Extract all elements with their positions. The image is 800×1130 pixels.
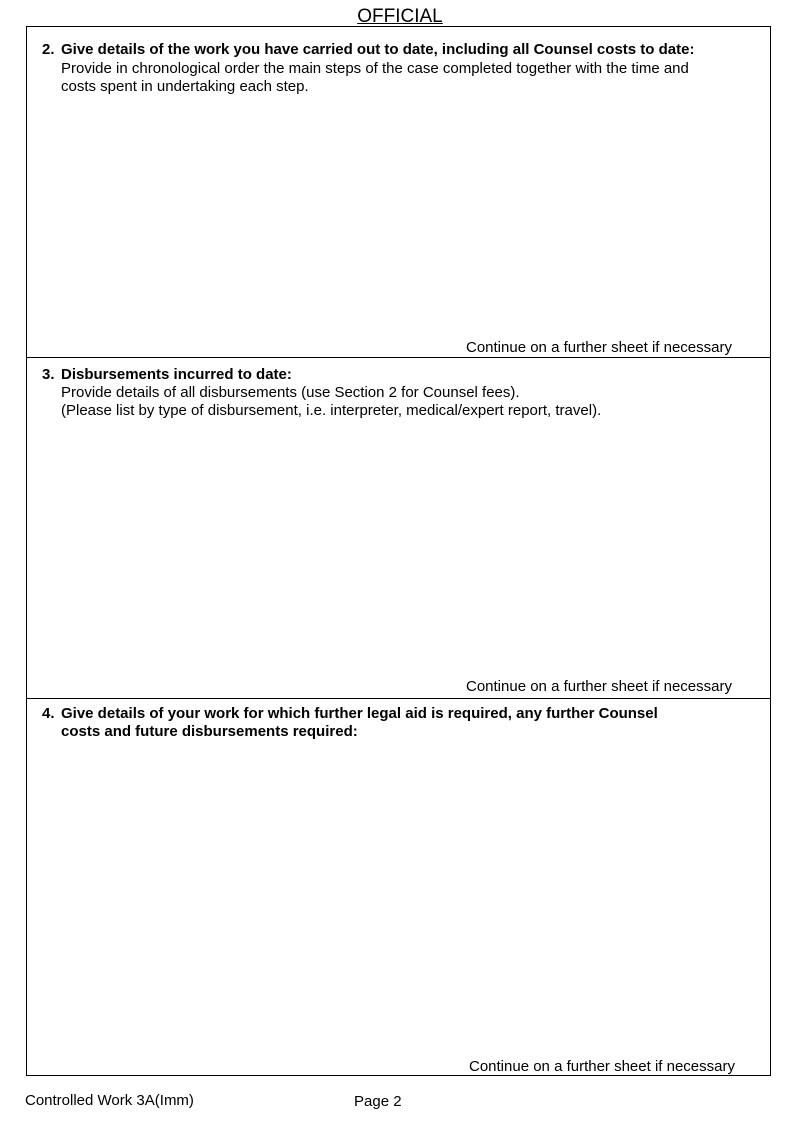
section-3 bbox=[27, 358, 770, 699]
section-2-instruction-line-1: Provide in chronological order the main steps of the case completed together with the time and bbox=[61, 60, 689, 77]
section-3-heading-text: Disbursements incurred to date: bbox=[61, 366, 292, 383]
section-2-continue-note: Continue on a further sheet if necessary bbox=[466, 339, 732, 356]
section-4-answer-area[interactable] bbox=[37, 749, 760, 1039]
section-2-number: 2. bbox=[42, 41, 55, 58]
section-2-instruction-line-2: costs spent in undertaking each step. bbox=[61, 78, 309, 95]
section-2-heading-text: Give details of the work you have carried out to date, including all Counsel costs to date: bbox=[61, 41, 695, 58]
section-3-continue-note: Continue on a further sheet if necessary bbox=[466, 678, 732, 695]
section-3-instruction-line-2: (Please list by type of disbursement, i.e. interpreter, medical/expert report, travel). bbox=[61, 402, 602, 419]
section-3-instructions bbox=[61, 384, 760, 420]
section-4-heading-text-line-1: Give details of your work for which further legal aid is required, any further Counsel bbox=[61, 705, 658, 722]
section-2 bbox=[27, 27, 770, 358]
section-4-heading-text-line-2: costs and future disbursements required: bbox=[61, 723, 358, 740]
form-box bbox=[26, 26, 771, 1076]
section-2-heading bbox=[42, 41, 760, 59]
section-3-heading bbox=[42, 366, 760, 384]
section-2-instructions bbox=[61, 60, 760, 96]
section-4-continue-note: Continue on a further sheet if necessary bbox=[469, 1058, 735, 1075]
section-4 bbox=[27, 699, 770, 1076]
section-2-answer-area[interactable] bbox=[37, 101, 760, 331]
section-3-answer-area[interactable] bbox=[37, 426, 760, 666]
footer-page-number: Page 2 bbox=[354, 1093, 402, 1110]
footer-form-code: Controlled Work 3A(Imm) bbox=[25, 1092, 194, 1109]
section-4-heading bbox=[42, 705, 760, 741]
section-3-instruction-line-1: Provide details of all disbursements (use Section 2 for Counsel fees). bbox=[61, 384, 520, 401]
classification-header: OFFICIAL bbox=[357, 6, 443, 27]
section-3-number: 3. bbox=[42, 366, 55, 383]
section-4-number: 4. bbox=[42, 705, 55, 722]
